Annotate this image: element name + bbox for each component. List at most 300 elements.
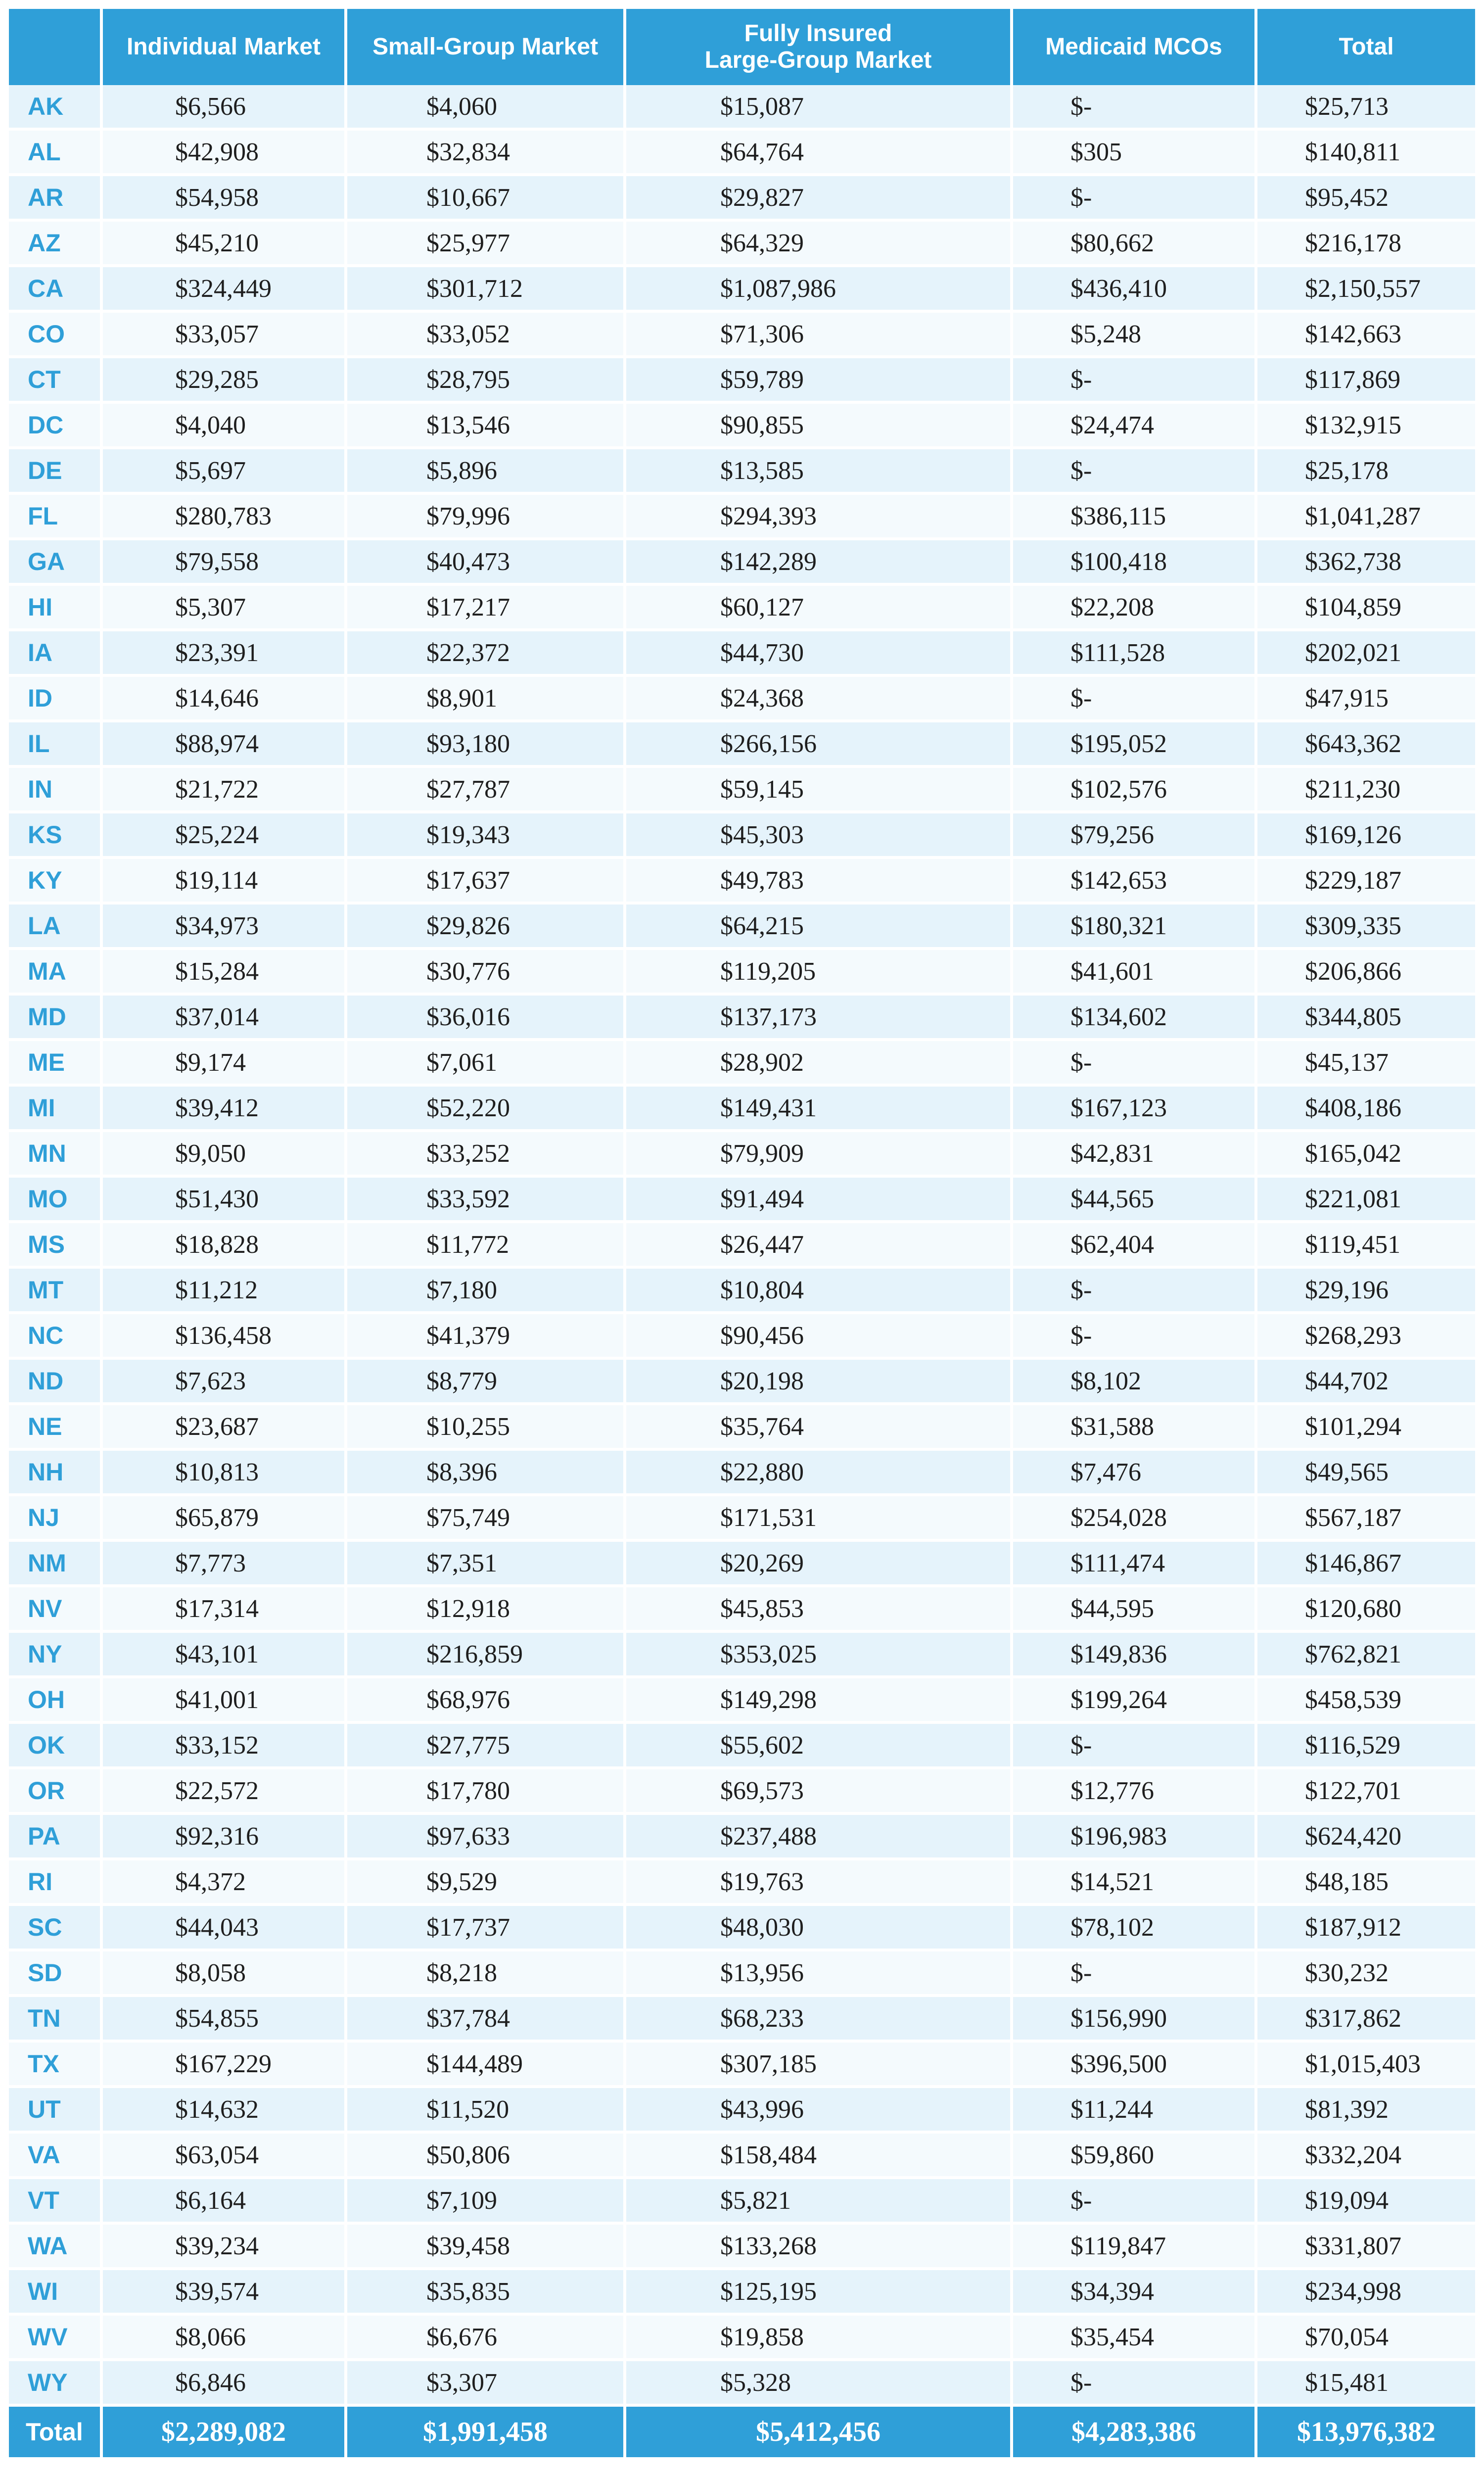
table-row [9, 1769, 1475, 1815]
cell-large-group-market: $5,328 [626, 2361, 1013, 2407]
table-row [9, 131, 1475, 176]
cell-total: $95,452 [1257, 176, 1475, 222]
table-row [9, 768, 1475, 813]
cell-small-group-market: $50,806 [347, 2134, 626, 2179]
table-row [9, 1678, 1475, 1724]
cell-medicaid-mcos: $22,208 [1013, 586, 1257, 631]
cell-large-group-market: $26,447 [626, 1223, 1013, 1269]
cell-total: $120,680 [1257, 1587, 1475, 1633]
cell-individual-market: $9,050 [103, 1132, 347, 1178]
cell-large-group-market: $237,488 [626, 1815, 1013, 1860]
cell-medicaid-mcos: $62,404 [1013, 1223, 1257, 1269]
cell-individual-market: $14,632 [103, 2088, 347, 2134]
table-row [9, 1314, 1475, 1360]
cell-total: $19,094 [1257, 2179, 1475, 2225]
cell-state: VT [9, 2179, 103, 2225]
cell-large-group-market: $266,156 [626, 722, 1013, 768]
cell-state: NY [9, 1633, 103, 1678]
cell-medicaid-mcos: $41,601 [1013, 950, 1257, 996]
cell-large-group-market: $19,858 [626, 2316, 1013, 2361]
cell-small-group-market: $8,396 [347, 1451, 626, 1496]
cell-individual-market: $7,623 [103, 1360, 347, 1405]
header-row [9, 9, 1475, 85]
cell-individual-market: $29,285 [103, 358, 347, 404]
table-row [9, 2043, 1475, 2088]
cell-total: $309,335 [1257, 904, 1475, 950]
cell-individual-market: $54,855 [103, 1997, 347, 2043]
cell-large-group-market: $158,484 [626, 2134, 1013, 2179]
cell-medicaid-mcos: $134,602 [1013, 996, 1257, 1041]
cell-individual-market: $51,430 [103, 1178, 347, 1223]
table-row [9, 2316, 1475, 2361]
cell-total: $132,915 [1257, 404, 1475, 449]
cell-large-group-market: $13,585 [626, 449, 1013, 495]
cell-medicaid-mcos: $44,595 [1013, 1587, 1257, 1633]
cell-state: ID [9, 677, 103, 722]
cell-large-group-market: $20,198 [626, 1360, 1013, 1405]
cell-large-group-market: $149,431 [626, 1087, 1013, 1132]
cell-total: $624,420 [1257, 1815, 1475, 1860]
table-row [9, 449, 1475, 495]
cell-small-group-market: $37,784 [347, 1997, 626, 2043]
table-row [9, 1360, 1475, 1405]
cell-small-group-market: $11,772 [347, 1223, 626, 1269]
cell-small-group-market: $35,835 [347, 2270, 626, 2316]
cell-medicaid-mcos: $- [1013, 1724, 1257, 1769]
cell-large-group-market: $59,789 [626, 358, 1013, 404]
cell-large-group-market: $45,853 [626, 1587, 1013, 1633]
cell-large-group-market: $28,902 [626, 1041, 1013, 1087]
header-state [9, 9, 103, 85]
cell-total: $169,126 [1257, 813, 1475, 859]
cell-individual-market: $43,101 [103, 1633, 347, 1678]
cell-state: KY [9, 859, 103, 904]
cell-state: TX [9, 2043, 103, 2088]
cell-small-group-market: $79,996 [347, 495, 626, 540]
cell-medicaid-mcos: $142,653 [1013, 859, 1257, 904]
hia-table-container [9, 9, 1475, 2457]
cell-state: MO [9, 1178, 103, 1223]
cell-large-group-market: $64,764 [626, 131, 1013, 176]
cell-large-group-market: $5,821 [626, 2179, 1013, 2225]
cell-individual-market: $4,040 [103, 404, 347, 449]
cell-individual-market: $39,234 [103, 2225, 347, 2270]
cell-medicaid-mcos: $- [1013, 176, 1257, 222]
cell-individual-market: $8,058 [103, 1951, 347, 1997]
totals-label: Total [9, 2407, 103, 2457]
cell-individual-market: $6,164 [103, 2179, 347, 2225]
cell-small-group-market: $36,016 [347, 996, 626, 1041]
cell-small-group-market: $5,896 [347, 449, 626, 495]
cell-individual-market: $6,846 [103, 2361, 347, 2407]
cell-medicaid-mcos: $156,990 [1013, 1997, 1257, 2043]
table-row [9, 1451, 1475, 1496]
cell-individual-market: $5,307 [103, 586, 347, 631]
cell-individual-market: $5,697 [103, 449, 347, 495]
cell-medicaid-mcos: $59,860 [1013, 2134, 1257, 2179]
cell-large-group-market: $13,956 [626, 1951, 1013, 1997]
cell-small-group-market: $75,749 [347, 1496, 626, 1542]
table-row [9, 1951, 1475, 1997]
cell-large-group-market: $142,289 [626, 540, 1013, 586]
cell-total: $142,663 [1257, 313, 1475, 358]
cell-state: CT [9, 358, 103, 404]
cell-medicaid-mcos: $11,244 [1013, 2088, 1257, 2134]
cell-medicaid-mcos: $12,776 [1013, 1769, 1257, 1815]
header-total: Total [1257, 9, 1475, 85]
table-row [9, 2179, 1475, 2225]
cell-small-group-market: $8,218 [347, 1951, 626, 1997]
cell-small-group-market: $6,676 [347, 2316, 626, 2361]
cell-state: IN [9, 768, 103, 813]
cell-small-group-market: $29,826 [347, 904, 626, 950]
table-row [9, 1542, 1475, 1587]
cell-individual-market: $34,973 [103, 904, 347, 950]
cell-large-group-market: $125,195 [626, 2270, 1013, 2316]
cell-state: OK [9, 1724, 103, 1769]
cell-individual-market: $39,574 [103, 2270, 347, 2316]
cell-state: NM [9, 1542, 103, 1587]
cell-total: $344,805 [1257, 996, 1475, 1041]
cell-large-group-market: $60,127 [626, 586, 1013, 631]
cell-large-group-market: $64,329 [626, 222, 1013, 267]
cell-small-group-market: $4,060 [347, 85, 626, 131]
cell-total: $458,539 [1257, 1678, 1475, 1724]
cell-small-group-market: $30,776 [347, 950, 626, 996]
cell-medicaid-mcos: $- [1013, 449, 1257, 495]
cell-medicaid-mcos: $42,831 [1013, 1132, 1257, 1178]
cell-small-group-market: $52,220 [347, 1087, 626, 1132]
table-row [9, 313, 1475, 358]
cell-medicaid-mcos: $44,565 [1013, 1178, 1257, 1223]
cell-individual-market: $7,773 [103, 1542, 347, 1587]
cell-medicaid-mcos: $119,847 [1013, 2225, 1257, 2270]
header-large-group-line-2: Large-Group Market [704, 47, 932, 73]
cell-large-group-market: $59,145 [626, 768, 1013, 813]
cell-state: PA [9, 1815, 103, 1860]
cell-total: $268,293 [1257, 1314, 1475, 1360]
cell-large-group-market: $69,573 [626, 1769, 1013, 1815]
cell-small-group-market: $7,061 [347, 1041, 626, 1087]
cell-total: $119,451 [1257, 1223, 1475, 1269]
table-row [9, 1223, 1475, 1269]
cell-total: $81,392 [1257, 2088, 1475, 2134]
total-small-group-market: $1,991,458 [347, 2407, 626, 2457]
table-row [9, 1633, 1475, 1678]
cell-individual-market: $39,412 [103, 1087, 347, 1132]
table-row [9, 2134, 1475, 2179]
cell-total: $2,150,557 [1257, 267, 1475, 313]
cell-individual-market: $136,458 [103, 1314, 347, 1360]
cell-small-group-market: $22,372 [347, 631, 626, 677]
cell-total: $187,912 [1257, 1906, 1475, 1951]
table-row [9, 1178, 1475, 1223]
table-row [9, 1906, 1475, 1951]
cell-total: $117,869 [1257, 358, 1475, 404]
cell-total: $25,713 [1257, 85, 1475, 131]
cell-large-group-market: $49,783 [626, 859, 1013, 904]
cell-medicaid-mcos: $24,474 [1013, 404, 1257, 449]
table-row [9, 85, 1475, 131]
cell-state: UT [9, 2088, 103, 2134]
cell-individual-market: $6,566 [103, 85, 347, 131]
cell-total: $25,178 [1257, 449, 1475, 495]
header-medicaid-mcos: Medicaid MCOs [1013, 9, 1257, 85]
cell-state: OH [9, 1678, 103, 1724]
cell-state: IA [9, 631, 103, 677]
cell-large-group-market: $79,909 [626, 1132, 1013, 1178]
cell-total: $44,702 [1257, 1360, 1475, 1405]
cell-state: OR [9, 1769, 103, 1815]
cell-small-group-market: $33,252 [347, 1132, 626, 1178]
cell-state: RI [9, 1860, 103, 1906]
cell-small-group-market: $41,379 [347, 1314, 626, 1360]
table-row [9, 1587, 1475, 1633]
cell-individual-market: $42,908 [103, 131, 347, 176]
cell-medicaid-mcos: $305 [1013, 131, 1257, 176]
cell-individual-market: $167,229 [103, 2043, 347, 2088]
table-row [9, 1132, 1475, 1178]
table-row [9, 1041, 1475, 1087]
cell-individual-market: $19,114 [103, 859, 347, 904]
total-medicaid-mcos: $4,283,386 [1013, 2407, 1257, 2457]
cell-state: ND [9, 1360, 103, 1405]
cell-total: $146,867 [1257, 1542, 1475, 1587]
cell-small-group-market: $144,489 [347, 2043, 626, 2088]
cell-medicaid-mcos: $149,836 [1013, 1633, 1257, 1678]
cell-small-group-market: $9,529 [347, 1860, 626, 1906]
table-row [9, 2270, 1475, 2316]
cell-total: $30,232 [1257, 1951, 1475, 1997]
cell-large-group-market: $90,855 [626, 404, 1013, 449]
cell-individual-market: $25,224 [103, 813, 347, 859]
table-row [9, 1269, 1475, 1314]
cell-state: NH [9, 1451, 103, 1496]
cell-small-group-market: $10,667 [347, 176, 626, 222]
header-large-group-line-1: Fully Insured [744, 20, 892, 47]
cell-small-group-market: $93,180 [347, 722, 626, 768]
header-large-group-market [626, 9, 1013, 85]
cell-large-group-market: $15,087 [626, 85, 1013, 131]
cell-small-group-market: $33,592 [347, 1178, 626, 1223]
cell-total: $643,362 [1257, 722, 1475, 768]
cell-total: $234,998 [1257, 2270, 1475, 2316]
cell-state: MA [9, 950, 103, 996]
cell-large-group-market: $44,730 [626, 631, 1013, 677]
cell-state: MI [9, 1087, 103, 1132]
cell-large-group-market: $64,215 [626, 904, 1013, 950]
cell-medicaid-mcos: $- [1013, 1951, 1257, 1997]
cell-small-group-market: $32,834 [347, 131, 626, 176]
table-row [9, 222, 1475, 267]
cell-medicaid-mcos: $8,102 [1013, 1360, 1257, 1405]
cell-individual-market: $92,316 [103, 1815, 347, 1860]
cell-large-group-market: $22,880 [626, 1451, 1013, 1496]
cell-individual-market: $15,284 [103, 950, 347, 996]
table-row [9, 631, 1475, 677]
total-individual-market: $2,289,082 [103, 2407, 347, 2457]
table-row [9, 1405, 1475, 1451]
cell-individual-market: $23,391 [103, 631, 347, 677]
cell-small-group-market: $97,633 [347, 1815, 626, 1860]
cell-state: ME [9, 1041, 103, 1087]
table-row [9, 404, 1475, 449]
cell-medicaid-mcos: $14,521 [1013, 1860, 1257, 1906]
totals-row [9, 2407, 1475, 2457]
cell-state: KS [9, 813, 103, 859]
cell-medicaid-mcos: $167,123 [1013, 1087, 1257, 1132]
cell-total: $29,196 [1257, 1269, 1475, 1314]
table-body [9, 85, 1475, 2407]
cell-total: $15,481 [1257, 2361, 1475, 2407]
cell-state: CA [9, 267, 103, 313]
cell-individual-market: $9,174 [103, 1041, 347, 1087]
cell-individual-market: $22,572 [103, 1769, 347, 1815]
table-row [9, 176, 1475, 222]
cell-small-group-market: $7,109 [347, 2179, 626, 2225]
cell-large-group-market: $353,025 [626, 1633, 1013, 1678]
cell-large-group-market: $307,185 [626, 2043, 1013, 2088]
cell-medicaid-mcos: $396,500 [1013, 2043, 1257, 2088]
cell-medicaid-mcos: $35,454 [1013, 2316, 1257, 2361]
cell-state: MN [9, 1132, 103, 1178]
cell-state: FL [9, 495, 103, 540]
cell-individual-market: $280,783 [103, 495, 347, 540]
cell-state: SC [9, 1906, 103, 1951]
cell-large-group-market: $119,205 [626, 950, 1013, 996]
cell-medicaid-mcos: $- [1013, 1041, 1257, 1087]
cell-state: WV [9, 2316, 103, 2361]
cell-total: $567,187 [1257, 1496, 1475, 1542]
table-row [9, 1087, 1475, 1132]
cell-large-group-market: $294,393 [626, 495, 1013, 540]
cell-state: VA [9, 2134, 103, 2179]
cell-small-group-market: $33,052 [347, 313, 626, 358]
cell-state: NV [9, 1587, 103, 1633]
cell-total: $206,866 [1257, 950, 1475, 996]
table-row [9, 540, 1475, 586]
cell-total: $216,178 [1257, 222, 1475, 267]
cell-small-group-market: $10,255 [347, 1405, 626, 1451]
cell-small-group-market: $3,307 [347, 2361, 626, 2407]
cell-total: $229,187 [1257, 859, 1475, 904]
cell-medicaid-mcos: $- [1013, 358, 1257, 404]
cell-individual-market: $21,722 [103, 768, 347, 813]
cell-state: HI [9, 586, 103, 631]
table-row [9, 2225, 1475, 2270]
cell-total: $122,701 [1257, 1769, 1475, 1815]
cell-large-group-market: $29,827 [626, 176, 1013, 222]
cell-large-group-market: $137,173 [626, 996, 1013, 1041]
table-row [9, 1724, 1475, 1769]
cell-large-group-market: $48,030 [626, 1906, 1013, 1951]
cell-state: NE [9, 1405, 103, 1451]
cell-small-group-market: $39,458 [347, 2225, 626, 2270]
cell-total: $165,042 [1257, 1132, 1475, 1178]
cell-total: $408,186 [1257, 1087, 1475, 1132]
cell-state: AK [9, 85, 103, 131]
cell-state: AL [9, 131, 103, 176]
cell-total: $104,859 [1257, 586, 1475, 631]
total-large-group-market: $5,412,456 [626, 2407, 1013, 2457]
cell-total: $1,041,287 [1257, 495, 1475, 540]
cell-individual-market: $44,043 [103, 1906, 347, 1951]
cell-state: AR [9, 176, 103, 222]
cell-medicaid-mcos: $79,256 [1013, 813, 1257, 859]
cell-individual-market: $63,054 [103, 2134, 347, 2179]
cell-individual-market: $45,210 [103, 222, 347, 267]
cell-medicaid-mcos: $7,476 [1013, 1451, 1257, 1496]
cell-state: MD [9, 996, 103, 1041]
cell-total: $332,204 [1257, 2134, 1475, 2179]
cell-total: $47,915 [1257, 677, 1475, 722]
table-row [9, 2361, 1475, 2407]
cell-state: CO [9, 313, 103, 358]
table-row [9, 1997, 1475, 2043]
cell-total: $211,230 [1257, 768, 1475, 813]
cell-total: $101,294 [1257, 1405, 1475, 1451]
cell-state: MT [9, 1269, 103, 1314]
cell-medicaid-mcos: $5,248 [1013, 313, 1257, 358]
cell-state: GA [9, 540, 103, 586]
cell-state: WI [9, 2270, 103, 2316]
cell-individual-market: $18,828 [103, 1223, 347, 1269]
header-small-group-market: Small-Group Market [347, 9, 626, 85]
cell-small-group-market: $301,712 [347, 267, 626, 313]
cell-medicaid-mcos: $- [1013, 2361, 1257, 2407]
cell-medicaid-mcos: $- [1013, 2179, 1257, 2225]
cell-state: WY [9, 2361, 103, 2407]
cell-individual-market: $79,558 [103, 540, 347, 586]
table-row [9, 358, 1475, 404]
cell-state: MS [9, 1223, 103, 1269]
cell-individual-market: $33,057 [103, 313, 347, 358]
cell-total: $45,137 [1257, 1041, 1475, 1087]
cell-state: AZ [9, 222, 103, 267]
table-row [9, 722, 1475, 768]
cell-small-group-market: $28,795 [347, 358, 626, 404]
table-row [9, 1860, 1475, 1906]
cell-total: $317,862 [1257, 1997, 1475, 2043]
hia-state-table [9, 9, 1475, 2457]
cell-individual-market: $14,646 [103, 677, 347, 722]
table-row [9, 950, 1475, 996]
cell-large-group-market: $43,996 [626, 2088, 1013, 2134]
cell-individual-market: $4,372 [103, 1860, 347, 1906]
cell-individual-market: $37,014 [103, 996, 347, 1041]
cell-medicaid-mcos: $31,588 [1013, 1405, 1257, 1451]
cell-medicaid-mcos: $- [1013, 85, 1257, 131]
cell-small-group-market: $17,737 [347, 1906, 626, 1951]
table-row [9, 677, 1475, 722]
cell-small-group-market: $216,859 [347, 1633, 626, 1678]
cell-large-group-market: $19,763 [626, 1860, 1013, 1906]
cell-small-group-market: $19,343 [347, 813, 626, 859]
cell-large-group-market: $24,368 [626, 677, 1013, 722]
cell-large-group-market: $1,087,986 [626, 267, 1013, 313]
cell-medicaid-mcos: $254,028 [1013, 1496, 1257, 1542]
cell-large-group-market: $91,494 [626, 1178, 1013, 1223]
cell-small-group-market: $17,637 [347, 859, 626, 904]
table-row [9, 1496, 1475, 1542]
cell-total: $116,529 [1257, 1724, 1475, 1769]
cell-individual-market: $88,974 [103, 722, 347, 768]
cell-medicaid-mcos: $- [1013, 1269, 1257, 1314]
cell-individual-market: $65,879 [103, 1496, 347, 1542]
cell-medicaid-mcos: $111,528 [1013, 631, 1257, 677]
cell-state: LA [9, 904, 103, 950]
cell-medicaid-mcos: $111,474 [1013, 1542, 1257, 1587]
